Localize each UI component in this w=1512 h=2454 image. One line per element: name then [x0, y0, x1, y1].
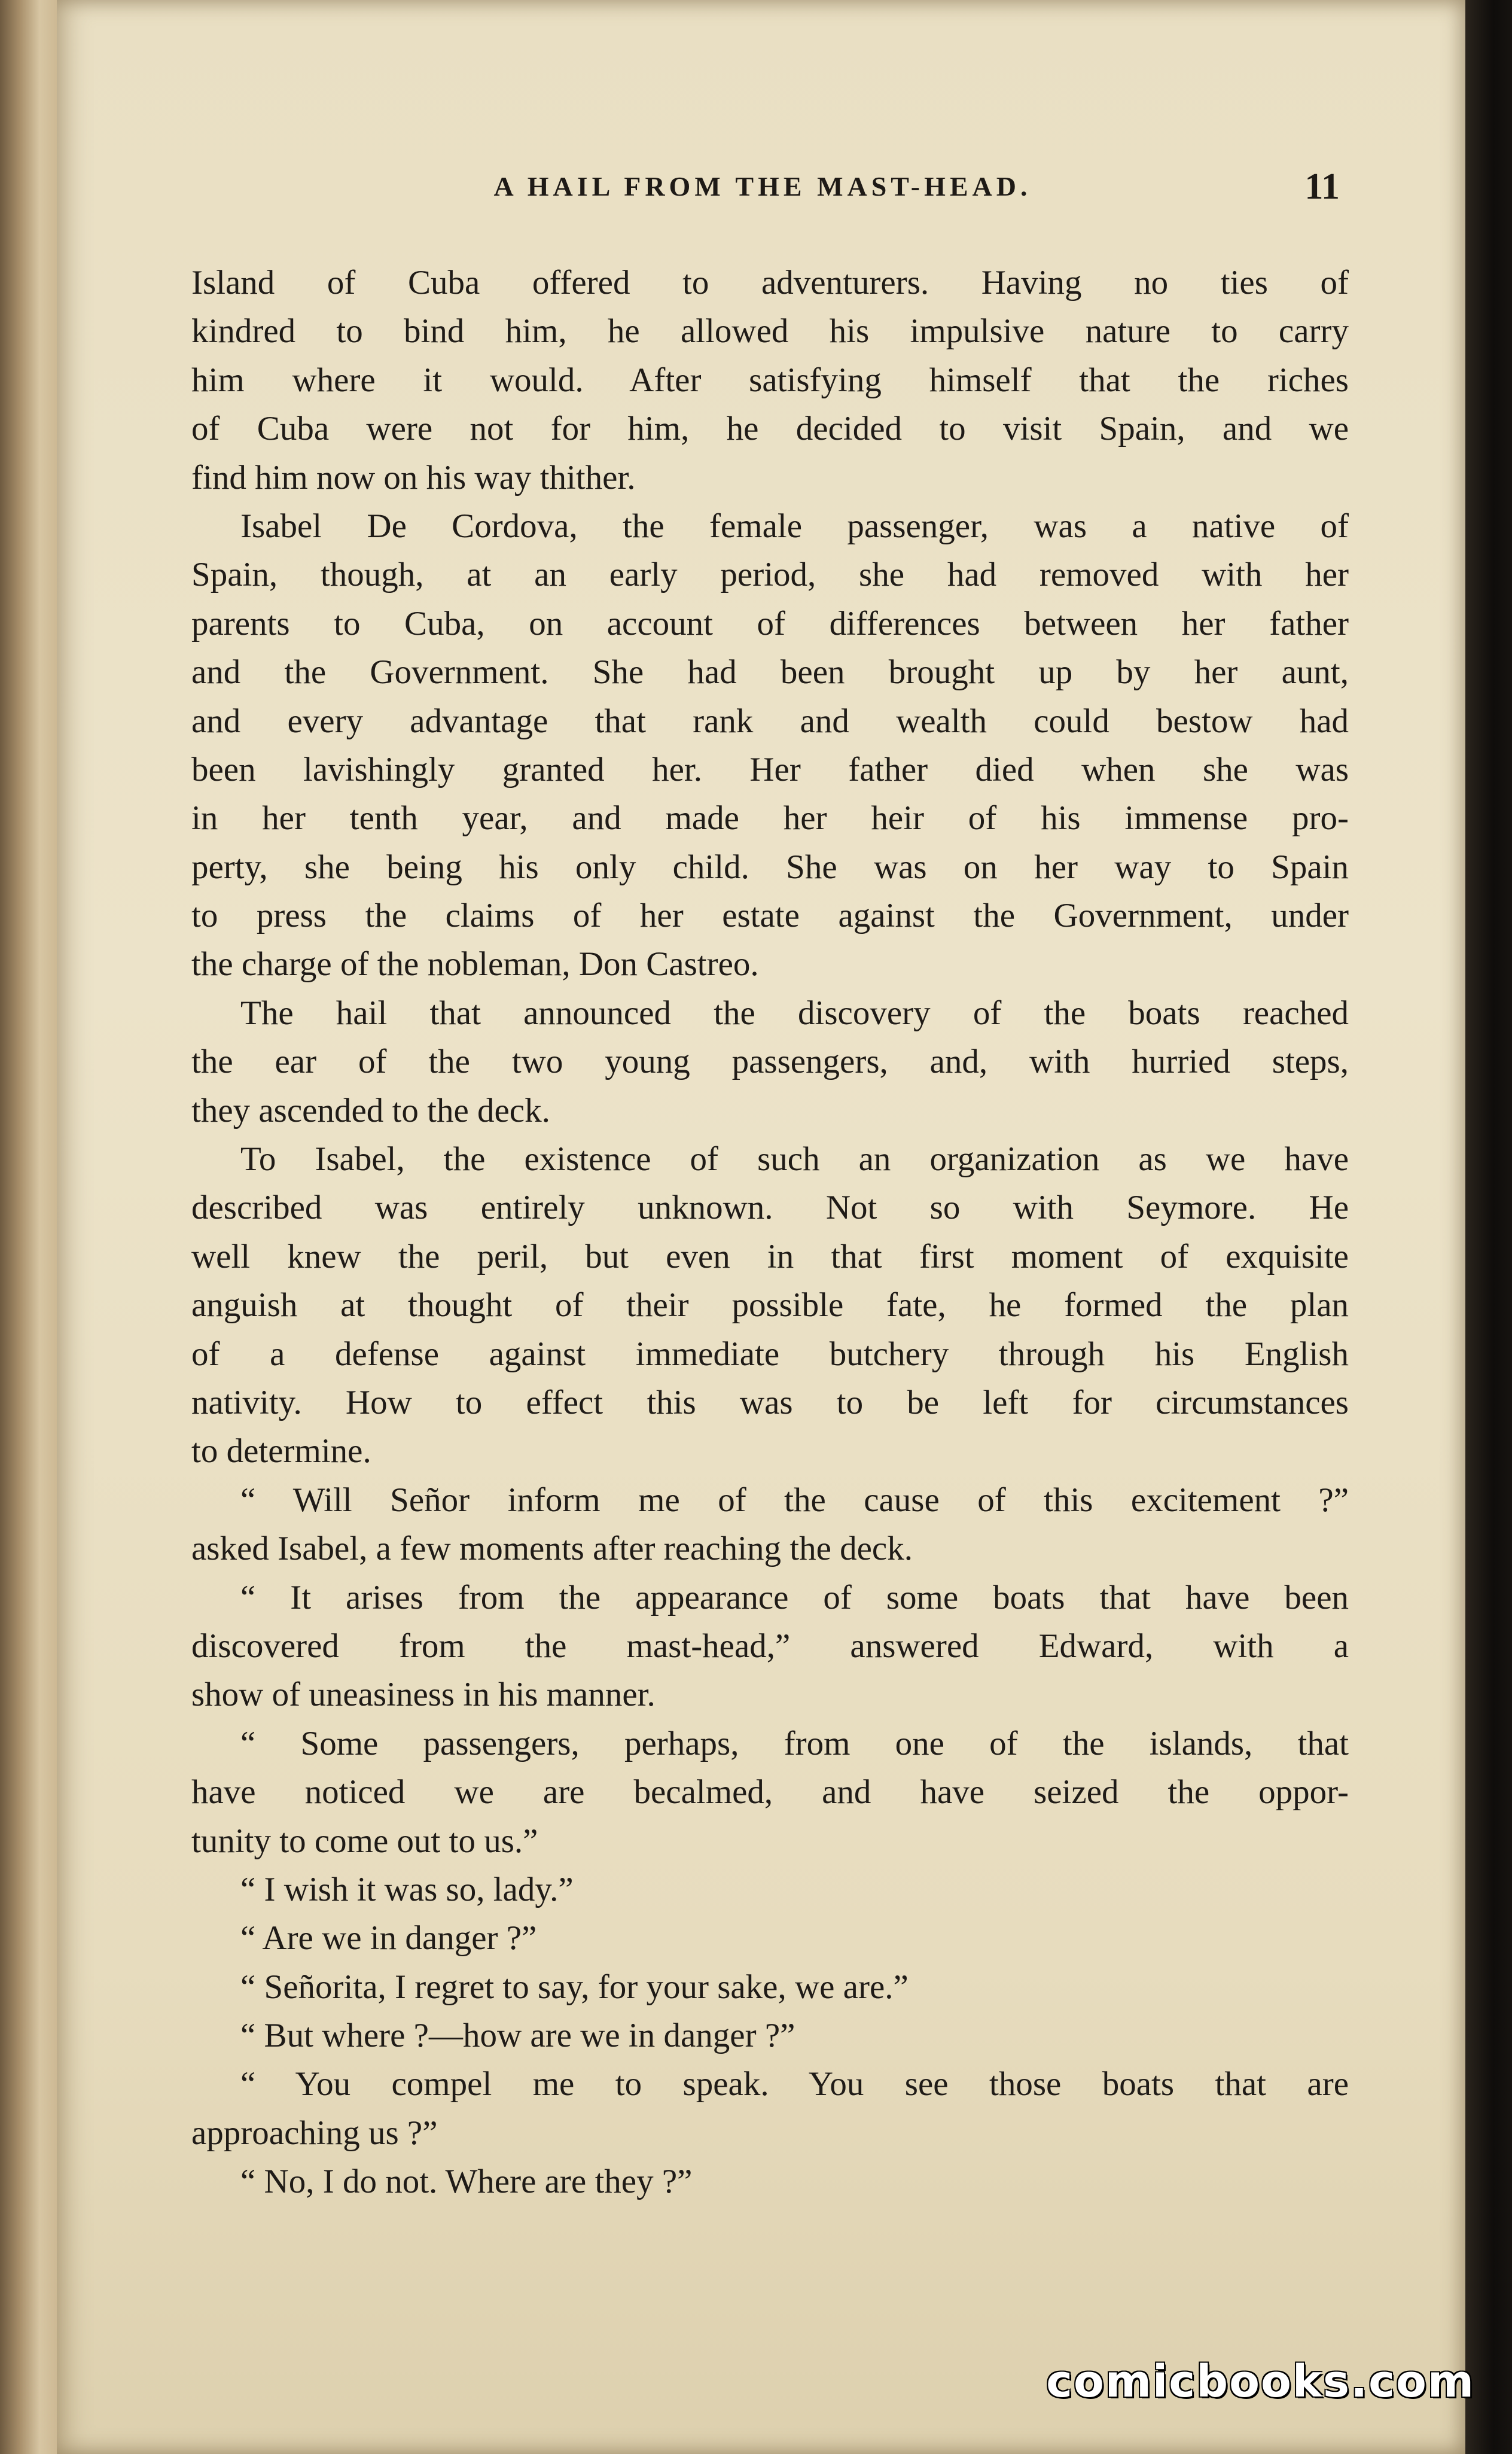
book-binding-edge	[1465, 0, 1512, 2454]
running-head	[185, 166, 1340, 212]
text-line: been lavishingly granted her. Her father died when she was	[191, 750, 1349, 788]
text-line: To Isabel, the existence of such an organization as we have	[240, 1140, 1349, 1179]
text-line: The hail that announced the discovery of the boats reached	[240, 994, 1349, 1032]
text-line: Isabel De Cordova, the female passenger, was a native of	[240, 507, 1349, 545]
text-line: Island of Cuba offered to adventurers. Having no ties of	[191, 264, 1349, 302]
text-line: tunity to come out to us.”	[191, 1822, 538, 1860]
text-line: nativity. How to effect this was to be left for circumstances	[191, 1383, 1349, 1421]
text-line: asked Isabel, a few moments after reaching the deck.	[191, 1530, 913, 1568]
text-line: him where it would. After satisfying himself that the riches	[191, 361, 1349, 399]
text-line: have noticed we are becalmed, and have seized the oppor-	[191, 1773, 1349, 1811]
text-line: “ But where ?—how are we in danger ?”	[240, 2017, 795, 2055]
text-line: discovered from the mast-head,” answered Edward, with a	[191, 1627, 1349, 1665]
text-line: perty, she being his only child. She was on her way to Spain	[191, 848, 1349, 886]
text-line: the charge of the nobleman, Don Castreo.	[191, 945, 759, 984]
page-number: 11	[1304, 166, 1340, 207]
text-line: described was entirely unknown. Not so with Seymore. He	[191, 1189, 1349, 1227]
site-watermark: comicbooks.com	[1046, 2356, 1475, 2407]
text-line: approaching us ?”	[191, 2114, 438, 2152]
facing-page-edge	[0, 0, 57, 2454]
text-line: “ Will Señor inform me of the cause of this excitement ?”	[240, 1481, 1349, 1519]
text-line: of Cuba were not for him, he decided to visit Spain, and we	[191, 410, 1349, 448]
text-line: in her tenth year, and made her heir of his immense pro-	[191, 799, 1349, 838]
text-line: “ Señorita, I regret to say, for your sake, we are.”	[240, 1968, 909, 2006]
text-line: the ear of the two young passengers, and, with hurried steps,	[191, 1043, 1349, 1081]
text-line: and the Government. She had been brought up by her aunt,	[191, 653, 1349, 692]
text-line: of a defense against immediate butchery through his English	[191, 1335, 1349, 1373]
text-line: Spain, though, at an early period, she had removed with her	[191, 556, 1349, 594]
text-line: find him now on his way thither.	[191, 458, 636, 497]
text-line: “ Are we in danger ?”	[240, 1919, 537, 1957]
running-head-title: A HAIL FROM THE MAST-HEAD.	[493, 171, 1032, 202]
text-line: they ascended to the deck.	[191, 1091, 550, 1129]
text-line: to determine.	[191, 1432, 371, 1470]
body-text	[191, 258, 1349, 2206]
text-line: show of uneasiness in his manner.	[191, 1676, 656, 1714]
text-line: kindred to bind him, he allowed his impulsive nature to carry	[191, 312, 1349, 351]
text-line: anguish at thought of their possible fate, he formed the plan	[191, 1286, 1349, 1325]
text-line: “ You compel me to speak. You see those boats that are	[240, 2065, 1349, 2103]
text-line: “ Some passengers, perhaps, from one of the islands, that	[240, 1724, 1349, 1762]
text-line: “ It arises from the appearance of some boats that have been	[240, 1578, 1349, 1616]
text-line: to press the claims of her estate against the Government, under	[191, 897, 1349, 935]
text-line: “ I wish it was so, lady.”	[240, 1870, 574, 1908]
text-line: well knew the peril, but even in that first moment of exquisite	[191, 1237, 1349, 1275]
text-line: and every advantage that rank and wealth could bestow had	[191, 702, 1349, 740]
text-line: parents to Cuba, on account of differences between her father	[191, 604, 1349, 643]
text-line: “ No, I do not. Where are they ?”	[240, 2163, 693, 2201]
